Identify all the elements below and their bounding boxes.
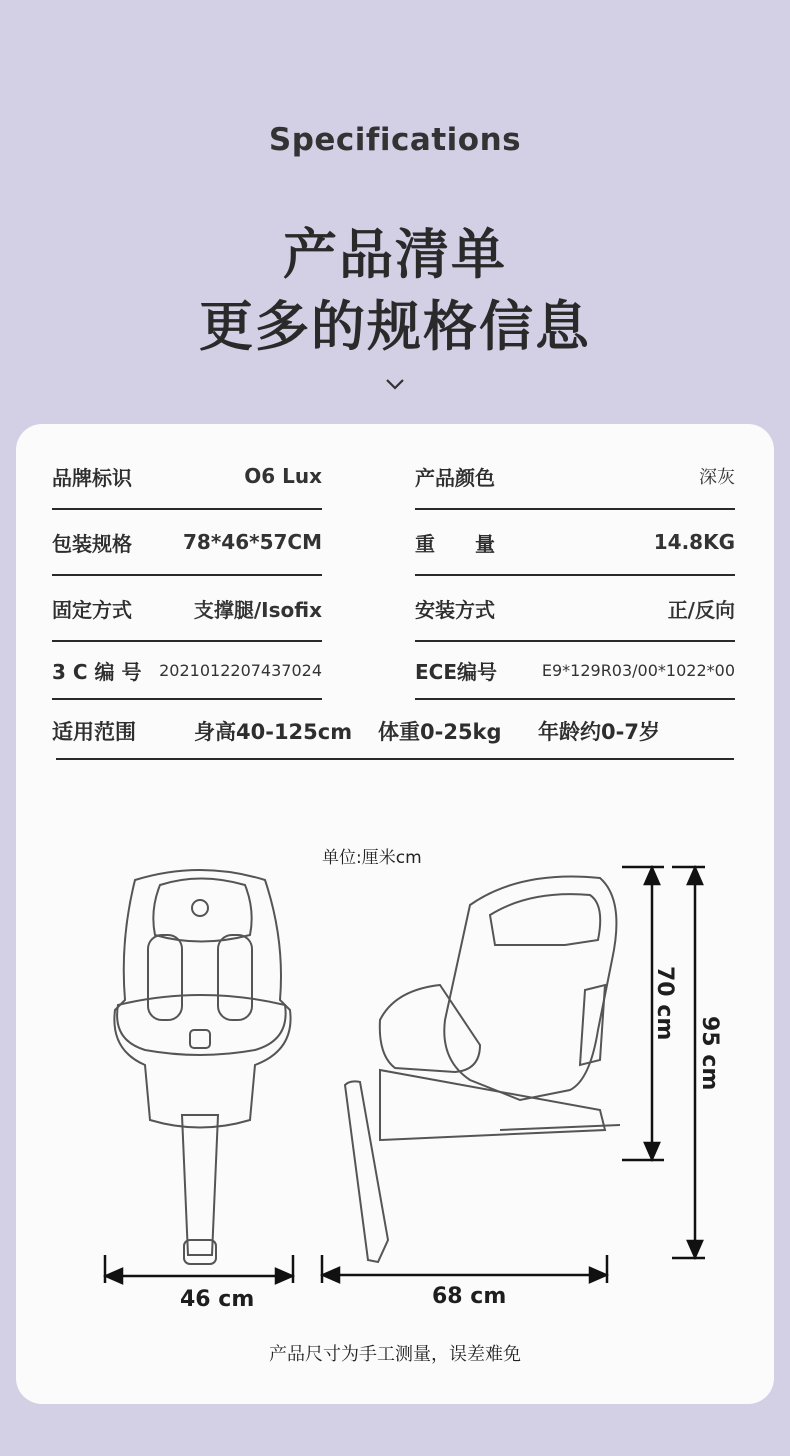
fix-value: 支撑腿/Isofix [193,597,322,622]
depth-label: 68 cm [432,1284,507,1309]
front-view-illustration [114,870,290,1264]
subtitle-english: Specifications [268,122,522,158]
side-view-illustration [345,877,620,1262]
color-value: 深灰 [699,467,735,488]
depth-dimension [322,1255,607,1283]
ece-label: ECE编号 [415,659,498,684]
spec-row-install [415,576,735,642]
spec-row-pack [52,510,322,576]
fix-label: 固定方式 [52,597,132,622]
car-seat-dimension-drawing [90,850,740,1320]
weight-label: 重 量 [415,531,495,556]
spec-row-brand [52,444,322,510]
ece-value: E9*129R03/00*1022*00 [541,660,735,680]
range-height: 身高40-125cm [194,720,353,744]
spec-row-fix [52,576,322,642]
ccc-value: 2021012207437024 [159,660,322,680]
range-age: 年龄约0-7岁 [538,720,660,744]
chevron-down-icon [383,374,407,394]
weight-value: 14.8KG [653,530,735,554]
page-title-line-2: 更多的规格信息 [199,295,591,358]
spec-row-range [52,700,734,760]
pack-value: 78*46*57CM [183,530,322,554]
spec-row-ccc [52,642,322,700]
spec-row-ece [415,642,735,700]
install-label: 安装方式 [415,597,495,622]
brand-label: 品牌标识 [52,465,132,490]
measurement-disclaimer: 产品尺寸为手工测量，误差难免 [269,1344,521,1365]
spec-row-weight [415,510,735,576]
page-title-line-1: 产品清单 [283,223,507,286]
seat-height-label: 70 cm [652,966,677,1041]
unit-note: 单位:厘米cm [322,848,422,868]
total-height-label: 95 cm [697,1016,722,1091]
range-weight: 体重0-25kg [378,720,502,744]
install-value: 正/反向 [667,597,735,622]
width-dimension [105,1255,293,1283]
color-label: 产品颜色 [415,465,495,490]
spec-row-color [415,444,735,510]
pack-label: 包装规格 [52,531,132,556]
ccc-label: 3 C 编 号 [52,659,142,684]
brand-value: O6 Lux [244,464,322,488]
range-label: 适用范围 [52,720,136,744]
width-label: 46 cm [180,1287,255,1312]
